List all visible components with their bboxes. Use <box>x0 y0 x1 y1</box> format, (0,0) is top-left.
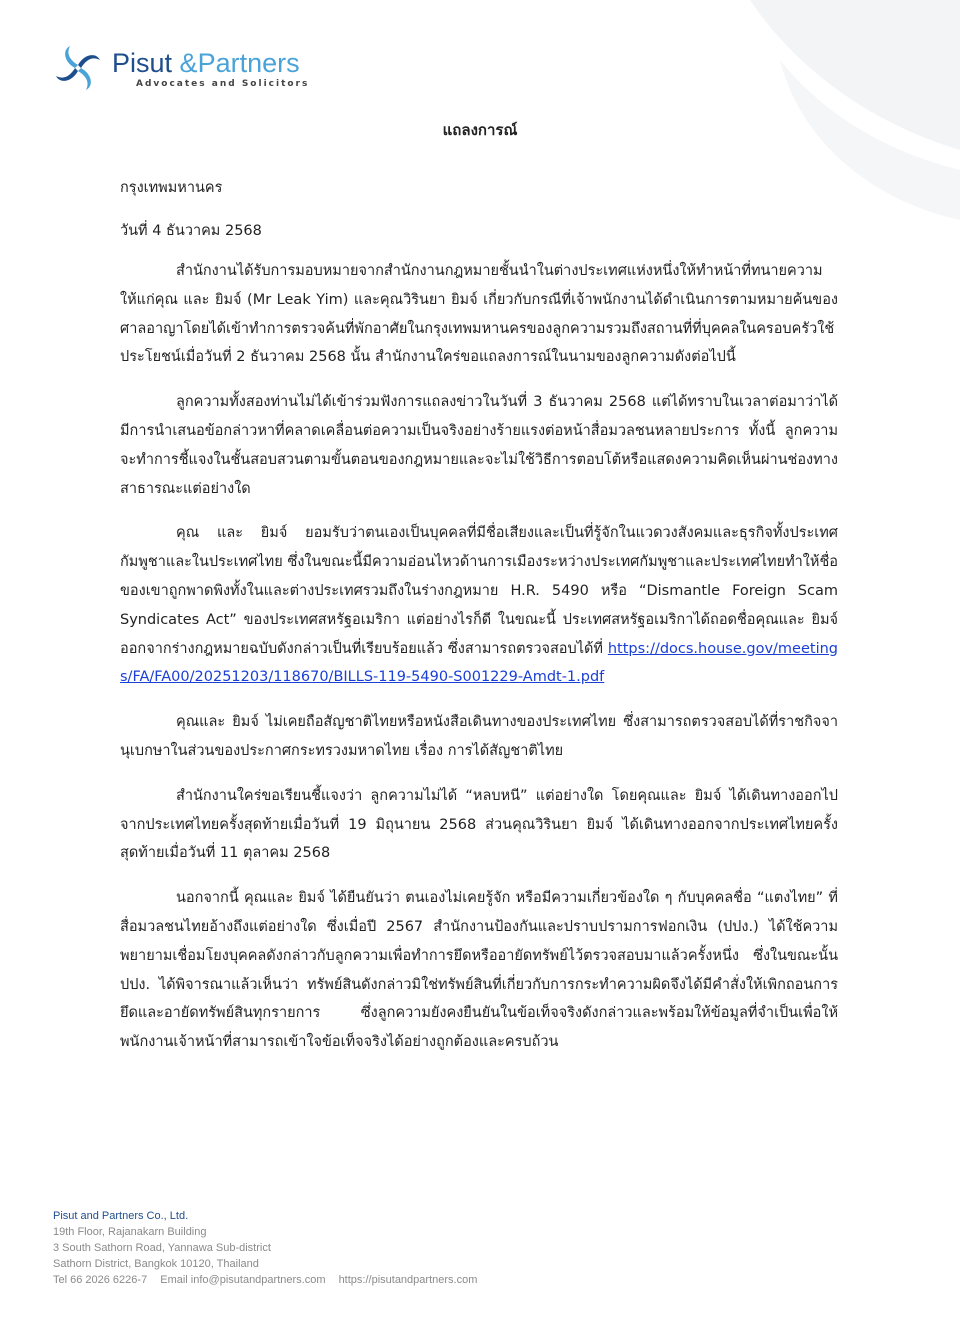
paragraph-4: คุณและ ยิมจ์ ไม่เคยถือสัญชาติไทยหรือหนังสือเดินทางของประเทศไทย ซึ่งสามารถตรวจสอบได้ที่ราชกิจจานุเบกษาในส่วนของประกาศกระทรวงมหาดไทย เรื่อง การได้สัญชาติไทย <box>120 714 838 759</box>
bill-document-link[interactable]: https://docs.house.gov/meetings/FA/FA00/20251203/118670/BILLS-119-5490-S001229-Amdt-1.pdf <box>120 640 838 686</box>
pinwheel-logo-icon <box>52 42 104 94</box>
footer-address-3: Sathorn District, Bangkok 10120, Thailand <box>53 1258 259 1270</box>
footer-company: Pisut and Partners Co., Ltd. <box>53 1210 189 1222</box>
footer-contact <box>53 1272 477 1288</box>
footer-address-1: 19th Floor, Rajanakarn Building <box>53 1226 207 1238</box>
footer-email[interactable]: Email info@pisutandpartners.com <box>160 1274 326 1286</box>
paragraph-1: สำนักงานได้รับการมอบหมายจากสำนักงานกฎหมายชั้นนำในต่างประเทศแห่งหนึ่งให้ทำหน้าที่ทนายความให้แก่คุณ และ ยิมจ์ (Mr Leak Yim) และคุณวิรินยา ยิมจ์ เกี่ยวกับกรณีที่เจ้าพนักงานได้ดำเนินการตามหมายค้นของศาลอาญาโดยได้เข้าทำการตรวจค้นที่พักอาศัยในกรุงเทพมหานครของลูกความรวมถึงสถานที่ที่บุคคลในครอบครัวใช้ประโยชน์เมื่อวันที่ 2 ธันวาคม 2568 นั้น สำนักงานใคร่ขอแถลงการณ์ในนามของลูกความดังต่อไปนี้ <box>120 263 838 366</box>
document-date: วันที่ 4 ธันวาคม 2568 <box>120 223 262 239</box>
paragraph-3-text: คุณ และ ยิมจ์ ยอมรับว่าตนเองเป็นบุคคลที่มีชื่อเสียงและเป็นที่รู้จักในแวดวงสังคมและธุรกิจทั้งประเทศกัมพูชาและในประเทศไทย ซึ่งในขณะนี้มีความอ่อนไหวด้านการเมืองระหว่างประเทศกัมพูชาและประเทศไทยทำให้ชื่อของเขาถูกพาดพิงทั้งในและต่างประเทศรวมถึงในร่างกฎหมาย H.R. 5490 หรือ “Dismantle Foreign Scam Syndicates Act” ของประเทศสหรัฐอเมริกา แต่อย่างไรก็ดี ในขณะนี้ ประเทศสหรัฐอเมริกาได้ถอดชื่อคุณและ ยิมจ์ ออกจากร่างกฎหมายฉบับดังกล่าวเป็นที่เรียบร้อยแล้ว ซึ่งสามารถตรวจสอบได้ที่ <box>120 525 838 657</box>
document-place: กรุงเทพมหานคร <box>120 180 223 196</box>
brand-tagline: Advocates and Solicitors <box>136 78 310 89</box>
document-heading: แถลงการณ์ <box>442 121 518 139</box>
paragraph-6: นอกจากนี้ คุณและ ยิมจ์ ได้ยืนยันว่า ตนเองไม่เคยรู้จัก หรือมีความเกี่ยวข้องใด ๆ กับบุคคลชื่อ “แตงไทย” ที่สื่อมวลชนไทยอ้างถึงแต่อย่างใด ซึ่งเมื่อปี 2567 สำนักงานป้องกันและปราบปรามการฟอกเงิน (ปปง.) ได้ใช้ความพยายามเชื่อมโยงบุคคลดังกล่าวกับลูกความเพื่อทำการยึดหรืออายัดทรัพย์ไว้ตรวจสอบมาแล้วครั้งหนึ่ง ซึ่งในขณะนั้น ปปง. ได้พิจารณาแล้วเห็นว่า ทรัพย์สินดังกล่าวมิใช่ทรัพย์สินที่เกี่ยวกับการกระทำความผิดจึงได้มีคำสั่งให้เพิกถอนการยึดและอายัดทรัพย์สินทุกรายการ ซึ่งลูกความยังคงยืนยันในข้อเท็จจริงดังกล่าวและพร้อมให้ข้อมูลที่จำเป็นเพื่อให้พนักงานเจ้าหน้าที่สามารถเข้าใจข้อเท็จจริงได้อย่างถูกต้องและครบถ้วน <box>120 890 838 1051</box>
paragraph-5: สำนักงานใคร่ขอเรียนชี้แจงว่า ลูกความไม่ได้ “หลบหนี” แต่อย่างใด โดยคุณและ ยิมจ์ ได้เดินทางออกไปจากประเทศไทยครั้งสุดท้ายเมื่อวันที่ 19 มิถุนายน 2568 ส่วนคุณวิรินยา ยิมจ์ ได้เดินทางออกจากประเทศไทยครั้งสุดท้ายเมื่อวันที่ 11 ตุลาคม 2568 <box>120 787 838 862</box>
brand-name: Pisut &Partners <box>112 47 300 78</box>
footer-tel: Tel 66 2026 6226-7 <box>53 1274 148 1286</box>
footer-website[interactable]: https://pisutandpartners.com <box>338 1274 478 1286</box>
paragraph-3 <box>120 519 838 692</box>
statement-body <box>120 257 838 1073</box>
letter-footer <box>53 1208 477 1288</box>
paragraph-2: ลูกความทั้งสองท่านไม่ได้เข้าร่วมฟังการแถลงข่าวในวันที่ 3 ธันวาคม 2568 แต่ได้ทราบในเวลาต่อมาว่าได้มีการนำเสนอข้อกล่าวหาที่คลาดเคลื่อนต่อความเป็นจริงอย่างร้ายแรงต่อหน้าสื่อมวลชนหลายประการ ทั้งนี้ ลูกความจะทำการชี้แจงในชั้นสอบสวนตามขั้นตอนของกฎหมายและจะไม่ใช้วิธีการตอบโต้หรือแสดงความคิดเห็นผ่านช่องทางสาธารณะแต่อย่างใด <box>120 394 838 497</box>
footer-address-2: 3 South Sathorn Road, Yannawa Sub-district <box>53 1242 271 1254</box>
letterhead-logo <box>52 42 309 94</box>
